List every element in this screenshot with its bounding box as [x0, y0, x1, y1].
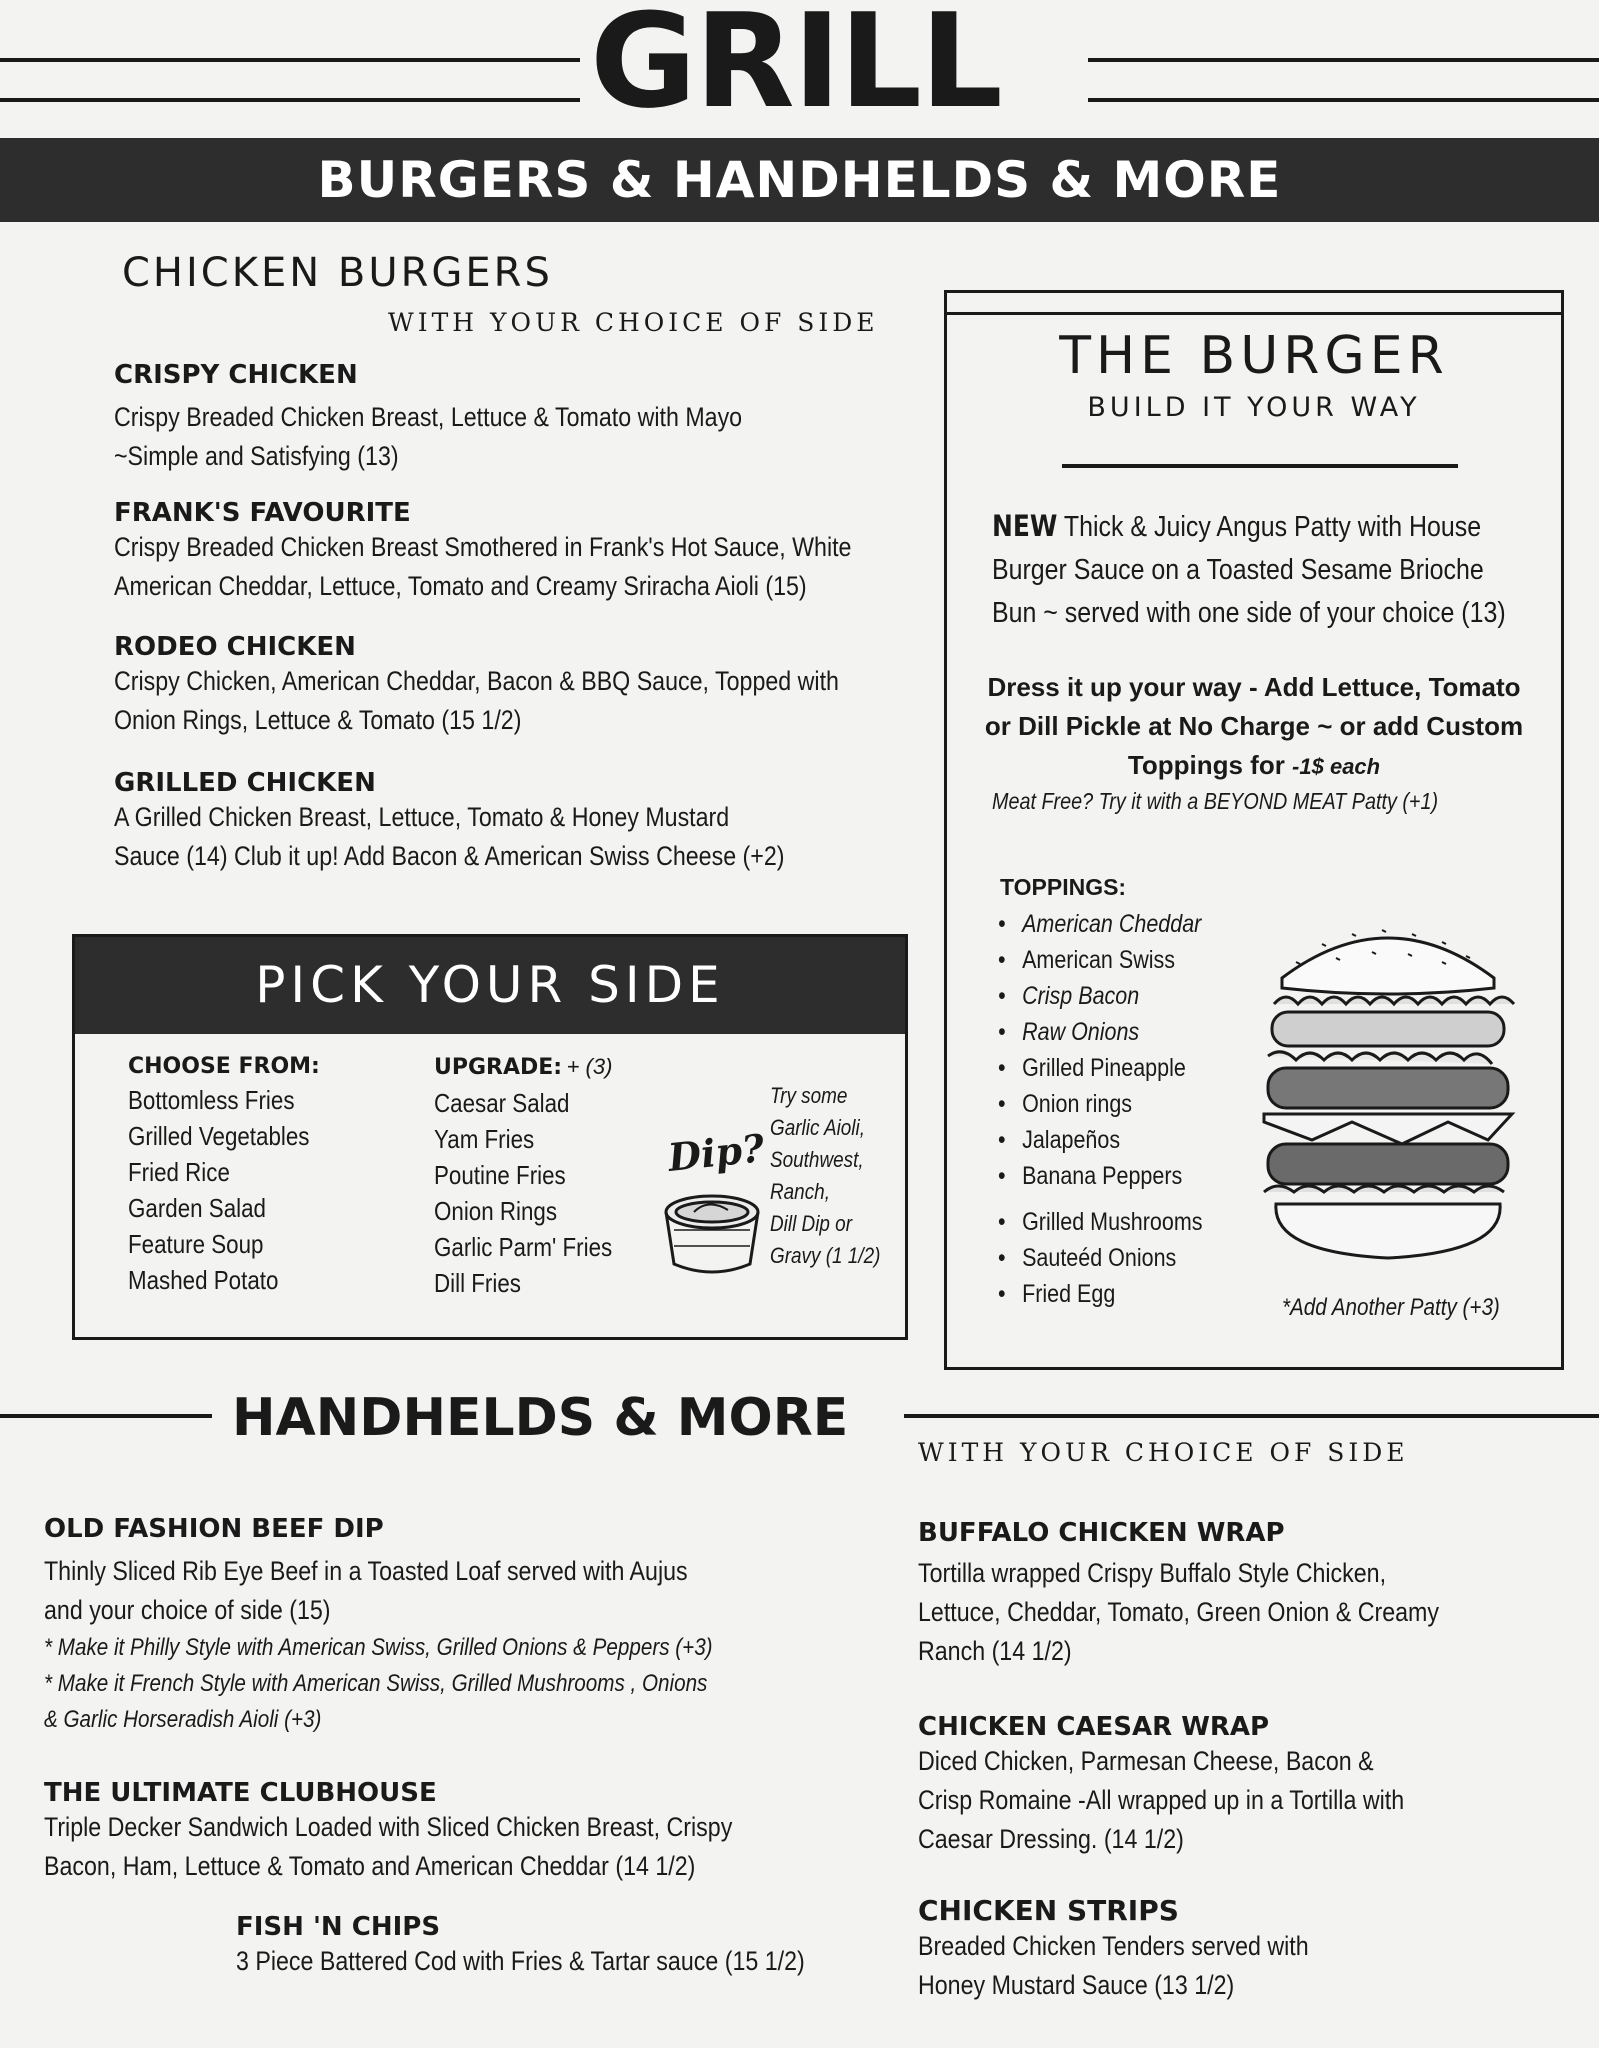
topping-item	[998, 1240, 1202, 1276]
item-desc-line: Onion Rings, Lettuce & Tomato (15 1/2)	[114, 705, 522, 735]
bullet: •	[998, 946, 1006, 974]
bullet: •	[998, 1018, 1006, 1046]
burger-desc-line	[992, 505, 1506, 549]
topping-item	[998, 1050, 1202, 1086]
topping-name: Raw Onions	[1022, 1018, 1140, 1046]
topping-name: Crisp Bacon	[1022, 982, 1140, 1010]
handhelds-rule-right	[904, 1414, 1599, 1418]
menu-item-beef-dip	[44, 1514, 821, 1738]
side-option: Mashed Potato	[128, 1265, 279, 1295]
item-desc-line: Sauce (14) Club it up! Add Bacon & American Swiss Cheese (+2)	[114, 841, 785, 871]
upgrade-header	[434, 1054, 612, 1080]
menu-item-crispy-chicken	[114, 360, 844, 476]
bullet: •	[998, 1054, 1006, 1082]
page-title: GRILL	[590, 0, 1001, 137]
topping-item	[998, 1086, 1202, 1122]
topping-name: Fried Egg	[1022, 1280, 1116, 1308]
topping-name: Banana Peppers	[1022, 1162, 1183, 1190]
burger-illustration	[1252, 908, 1524, 1276]
burger-desc-line: Bun ~ served with one side of your choice (13)	[992, 597, 1506, 629]
upgrade-option: Onion Rings	[434, 1196, 558, 1226]
burger-box-top-rule	[944, 312, 1564, 315]
choose-from-label: CHOOSE FROM:	[128, 1054, 320, 1079]
dress-line: or Dill Pickle at No Charge ~ or add Custom	[984, 711, 1524, 741]
upgrade-option: Yam Fries	[434, 1124, 535, 1154]
upgrade-price: + (3)	[566, 1054, 613, 1079]
dress-it-up	[944, 668, 1564, 786]
toppings-list	[998, 906, 1236, 1312]
side-option: Feature Soup	[128, 1229, 264, 1259]
side-option: Garden Salad	[128, 1193, 266, 1223]
upgrade-label: UPGRADE:	[434, 1055, 563, 1080]
topping-item	[998, 1122, 1202, 1158]
item-desc-line: Crisp Romaine -All wrapped up in a Tortilla with	[918, 1785, 1405, 1815]
item-name: RODEO CHICKEN	[114, 632, 356, 662]
bullet: •	[998, 1162, 1006, 1190]
side-option: Bottomless Fries	[128, 1085, 295, 1115]
handhelds-rule-left	[0, 1414, 212, 1418]
topping-name: Onion rings	[1022, 1090, 1133, 1118]
header-rule-right-top	[1088, 58, 1599, 62]
side-option: Grilled Vegetables	[128, 1121, 310, 1151]
bullet: •	[998, 1244, 1006, 1272]
dip-line: Try some	[770, 1083, 848, 1108]
topping-name: Jalapeños	[1022, 1126, 1121, 1154]
item-desc-line: Caesar Dressing. (14 1/2)	[918, 1824, 1184, 1854]
header-rule-left-top	[0, 58, 580, 62]
topping-item	[998, 906, 1202, 942]
header-rule-left-bottom	[0, 98, 580, 102]
bullet: •	[998, 1280, 1006, 1308]
bullet: •	[998, 1090, 1006, 1118]
item-name: OLD FASHION BEEF DIP	[44, 1514, 384, 1544]
dip-options	[770, 1080, 880, 1272]
topping-item	[998, 1276, 1202, 1312]
menu-item-ultimate-clubhouse	[44, 1778, 844, 1886]
burger-divider	[1062, 464, 1458, 468]
dress-line: Dress it up your way - Add Lettuce, Tomato	[987, 672, 1521, 702]
topping-name: Grilled Mushrooms	[1022, 1208, 1203, 1236]
side-option: Fried Rice	[128, 1157, 230, 1187]
topping-item	[998, 1158, 1202, 1194]
menu-item-fish-n-chips	[236, 1912, 897, 1981]
upgrade-option: Garlic Parm' Fries	[434, 1232, 613, 1262]
topping-item	[998, 978, 1202, 1014]
upgrade-list	[434, 1085, 641, 1301]
item-desc-line: Honey Mustard Sauce (13 1/2)	[918, 1970, 1235, 2000]
item-desc-line: Bacon, Ham, Lettuce & Tomato and American Cheddar (14 1/2)	[44, 1851, 696, 1881]
topping-item	[998, 942, 1202, 978]
toppings-label: TOPPINGS:	[1000, 874, 1127, 900]
pick-your-side-heading: PICK YOUR SIDE	[75, 937, 905, 1034]
bullet: •	[998, 982, 1006, 1010]
bullet: •	[998, 910, 1006, 938]
item-desc-line: and your choice of side (15)	[44, 1595, 331, 1625]
dip-line: Ranch,	[770, 1179, 830, 1204]
dip-line: Gravy (1 1/2)	[770, 1243, 881, 1268]
extra-patty-note: *Add Another Patty (+3)	[1282, 1294, 1500, 1321]
item-desc-line: Diced Chicken, Parmesan Cheese, Bacon &	[918, 1746, 1374, 1776]
item-name: CHICKEN STRIPS	[918, 1894, 1179, 1927]
dip-cup-icon	[660, 1190, 764, 1280]
header-rule-right-bottom	[1088, 98, 1599, 102]
topping-name: Grilled Pineapple	[1022, 1054, 1186, 1082]
topping-name: American Swiss	[1022, 946, 1176, 974]
item-desc-line: A Grilled Chicken Breast, Lettuce, Tomato & Honey Mustard	[114, 802, 730, 832]
item-name: FRANK'S FAVOURITE	[114, 498, 411, 528]
menu-item-franks-favourite	[114, 498, 972, 606]
section-banner: BURGERS & HANDHELDS & MORE	[0, 138, 1599, 222]
burger-desc-text: Thick & Juicy Angus Patty with House	[1057, 511, 1482, 543]
item-desc-line: ~Simple and Satisfying (13)	[114, 441, 399, 471]
topping-name: American Cheddar	[1022, 910, 1202, 938]
upgrade-option: Poutine Fries	[434, 1160, 566, 1190]
dip-line: Garlic Aioli,	[770, 1115, 865, 1140]
item-name: CRISPY CHICKEN	[114, 360, 358, 390]
dress-price: -1$ each	[1292, 754, 1381, 779]
item-desc-line: Breaded Chicken Tenders served with	[918, 1931, 1309, 1961]
bullet: •	[998, 1208, 1006, 1236]
menu-item-chicken-strips	[918, 1894, 1372, 2005]
the-burger-subheading: BUILD IT YOUR WAY	[1087, 392, 1421, 423]
menu-item-rodeo-chicken	[114, 632, 957, 740]
menu-item-buffalo-chicken-wrap	[918, 1518, 1524, 1671]
chicken-burgers-subheading: WITH YOUR CHOICE OF SIDE	[388, 308, 879, 337]
dress-text: Toppings for	[1127, 750, 1293, 780]
item-desc-line: Triple Decker Sandwich Loaded with Sliced Chicken Breast, Crispy	[44, 1812, 733, 1842]
item-name: CHICKEN CAESAR WRAP	[918, 1712, 1270, 1742]
bullet: •	[998, 1126, 1006, 1154]
topping-name: Sauteéd Onions	[1022, 1244, 1177, 1272]
item-desc-line: Ranch (14 1/2)	[918, 1636, 1072, 1666]
dip-line: Southwest,	[770, 1147, 864, 1172]
item-name: GRILLED CHICKEN	[114, 768, 376, 798]
item-desc-line: 3 Piece Battered Cod with Fries & Tartar sauce (15 1/2)	[236, 1946, 805, 1976]
item-note: & Garlic Horseradish Aioli (+3)	[44, 1706, 322, 1733]
handhelds-heading: HANDHELDS & MORE	[232, 1388, 849, 1448]
item-desc-line: Tortilla wrapped Crispy Buffalo Style Chicken,	[918, 1558, 1387, 1588]
item-name: THE ULTIMATE CLUBHOUSE	[44, 1778, 437, 1808]
item-desc-line: Crispy Breaded Chicken Breast Smothered in Frank's Hot Sauce, White	[114, 532, 852, 562]
item-desc-line: American Cheddar, Lettuce, Tomato and Creamy Sriracha Aioli (15)	[114, 571, 807, 601]
upgrade-option: Dill Fries	[434, 1268, 521, 1298]
item-desc-line: Crispy Breaded Chicken Breast, Lettuce & Tomato with Mayo	[114, 402, 743, 432]
dress-line-last	[944, 746, 1564, 786]
the-burger-heading: THE BURGER	[1059, 326, 1449, 386]
handhelds-subheading: WITH YOUR CHOICE OF SIDE	[918, 1438, 1409, 1467]
new-label: NEW	[992, 509, 1058, 543]
item-desc-line: Crispy Chicken, American Cheddar, Bacon & BBQ Sauce, Topped with	[114, 666, 839, 696]
burger-desc-line: Burger Sauce on a Toasted Sesame Brioche	[992, 554, 1484, 586]
upgrade-option: Caesar Salad	[434, 1088, 570, 1118]
item-note: * Make it Philly Style with American Swiss, Grilled Onions & Peppers (+3)	[44, 1634, 713, 1661]
dip-line: Dill Dip or	[770, 1211, 853, 1236]
menu-item-grilled-chicken	[114, 768, 894, 876]
item-note: * Make it French Style with American Swiss, Grilled Mushrooms , Onions	[44, 1670, 708, 1697]
choose-list	[128, 1082, 339, 1298]
chicken-burgers-heading: CHICKEN BURGERS	[122, 250, 553, 296]
item-name: FISH 'N CHIPS	[236, 1912, 441, 1942]
item-desc-line: Lettuce, Cheddar, Tomato, Green Onion & Creamy	[918, 1597, 1440, 1627]
dip-label: Dip?	[665, 1125, 767, 1180]
topping-item	[998, 1204, 1202, 1240]
the-burger-description	[992, 505, 1589, 635]
item-name: BUFFALO CHICKEN WRAP	[918, 1518, 1285, 1548]
topping-item	[998, 1014, 1202, 1050]
meat-free-note: Meat Free? Try it with a BEYOND MEAT Patty (+1)	[992, 788, 1439, 814]
item-desc-line: Thinly Sliced Rib Eye Beef in a Toasted Loaf served with Aujus	[44, 1556, 688, 1586]
menu-item-chicken-caesar-wrap	[918, 1712, 1483, 1859]
